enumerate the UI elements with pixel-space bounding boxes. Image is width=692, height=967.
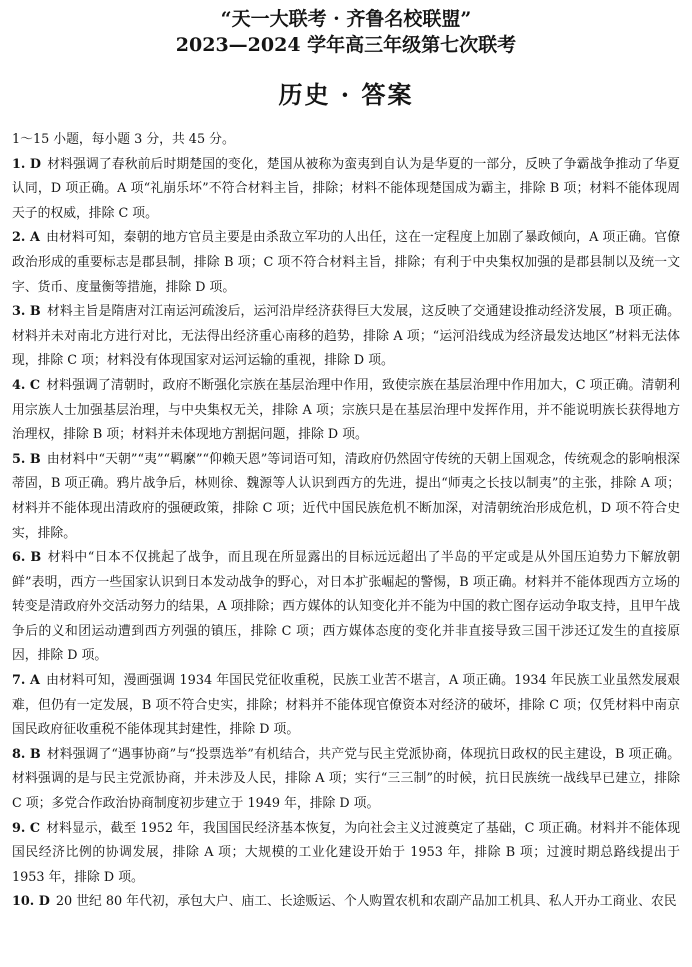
- answer-explanation: 材料强调了“遇事协商”与“投票选举”有机结合，共产党与民主党派协商，体现抗日政权的民主建设，B 项正确。材料强调的是与民主党派协商，并未涉及人民，排除 A 项；实行“三三制”的时候，抗日民族统一战线早已建立，排除 C 项；多党合作政治协商制度初步建立于 1949 年，排除 D 项。: [12, 746, 680, 812]
- answer-number: 5. B: [12, 451, 41, 467]
- answer-item-6: [12, 546, 680, 669]
- answer-explanation: 由材料可知，漫画强调 1934 年国民党征收重税，民族工业苦不堪言，A 项正确。1934 年民族工业虽然发展艰难，但仍有一定发展，B 项不符合史实，排除；材料并不能体现官僚资本对经济的破坏，排除 C 项；仅凭材料中南京国民政府征收重税不能体现其封建性，排除 D 项。: [12, 673, 680, 738]
- answer-number: 8. B: [12, 746, 41, 762]
- answer-number: 3. B: [12, 304, 41, 320]
- exam-alliance-title: “天一大联考 · 齐鲁名校联盟”: [220, 8, 472, 30]
- document-header: [12, 6, 680, 112]
- subject-title: 历史 · 答案: [278, 80, 414, 109]
- answer-explanation: 材料主旨是隋唐对江南运河疏浚后，运河沿岸经济获得巨大发展，这反映了交通建设推动经济发展，B 项正确。材料并未对南北方进行对比，无法得出经济重心南移的趋势，排除 A 项；“运河沿线成为经济最发达地区”材料无法体现，排除 C 项；材料没有体现国家对运河运输的重视，排除 D 项。: [12, 304, 680, 369]
- answer-explanation: 20 世纪 80 年代初，承包大户、庙工、长途贩运、个人购置农机和农副产品加工机具、私人开办工商业、农民: [55, 894, 677, 910]
- answer-explanation: 材料强调了清朝时，政府不断强化宗族在基层治理中作用，致使宗族在基层治理中作用加大，C 项正确。清朝利用宗族人士加强基层治理，与中央集权无关，排除 A 项；宗族只是在基层治理中发挥作用，并不能说明族长获得地方治理权，排除 B 项；材料并未体现地方割据问题，排除 D 项。: [12, 377, 681, 443]
- answer-item-8: [12, 743, 680, 817]
- answer-item-9: [12, 817, 680, 891]
- answer-item-2: [12, 226, 680, 300]
- answer-item-3: [12, 300, 680, 374]
- answer-item-4: [12, 374, 680, 448]
- answer-explanation: 材料显示，截至 1952 年，我国国民经济基本恢复，为向社会主义过渡奠定了基础，C 项正确。材料并不能体现国民经济比例的协调发展，排除 A 项；大规模的工业化建设开始于 1953 年，排除 B 项；过渡时期总路线提出于 1953 年，排除 D 项。: [12, 820, 680, 885]
- answer-explanation: 材料中“日本不仅挑起了战争，而且现在所显露出的目标远远超出了半岛的平定或是从外国压迫势力下解放朝鲜”表明，西方一些国家认识到日本发动战争的野心，对日本扩张崛起的警惕，B 项正确。材料并不能体现西方立场的转变是清政府外交活动努力的结果，A 项排除；西方媒体的认知变化并不能为中国的救亡图存运动争取支持，且甲午战争后的义和团运动遭到西方列强的镇压，排除 C 项；西方媒体态度的变化并非直接导致三国干涉还辽发生的直接原因，排除 D 项。: [12, 550, 680, 664]
- answer-number: 1. D: [12, 156, 42, 172]
- answer-number: 4. C: [12, 377, 41, 393]
- answer-item-10: [12, 890, 680, 915]
- answer-item-7: [12, 669, 680, 743]
- answer-number: 6. B: [12, 550, 42, 566]
- answer-number: 2. A: [12, 230, 40, 246]
- answer-explanation: 材料强调了春秋前后时期楚国的变化，楚国从被称为蛮夷到自认为是华夏的一部分，反映了争霸战争推动了华夏认同，D 项正确。A 项“礼崩乐坏”不符合材料主旨，排除；材料不能体现楚国成为霸主，排除 B 项；材料不能体现周天子的权威，排除 C 项。: [12, 156, 680, 221]
- exam-session-title: 2023—2024 学年高三年级第七次联考: [175, 34, 517, 56]
- answer-number: 10. D: [12, 894, 50, 910]
- answer-explanation: 由材料可知，秦朝的地方官员主要是由杀敌立军功的人出任，这在一定程度上加剧了暴政倾向，A 项正确。官僚政治形成的重要标志是郡县制，排除 B 项；C 项不符合材料主旨，排除；有利于中央集权加强的是郡县制以及统一文字、货币、度量衡等措施，排除 D 项。: [12, 230, 680, 295]
- section-intro: 1～15 小题，每小题 3 分，共 45 分。: [12, 132, 235, 147]
- answer-explanation: 由材料中“天朝”“夷”“羁縻”“仰赖天恩”等词语可知，清政府仍然固守传统的天朝上国观念，传统观念的影响根深蒂固，B 项正确。鸦片战争后，林则徐、魏源等人认识到西方的先进，提出“师夷之长技以制夷”的主张，排除 A 项；材料并不能体现出清政府的强硬政策，排除 C 项；近代中国民族危机不断加深，对清朝统治形成危机，D 项不符合史实，排除。: [12, 451, 680, 541]
- answer-item-5: [12, 448, 680, 546]
- answer-body: [12, 128, 680, 915]
- answer-item-1: [12, 153, 680, 227]
- answer-number: 9. C: [12, 820, 41, 836]
- answer-number: 7. A: [12, 673, 40, 689]
